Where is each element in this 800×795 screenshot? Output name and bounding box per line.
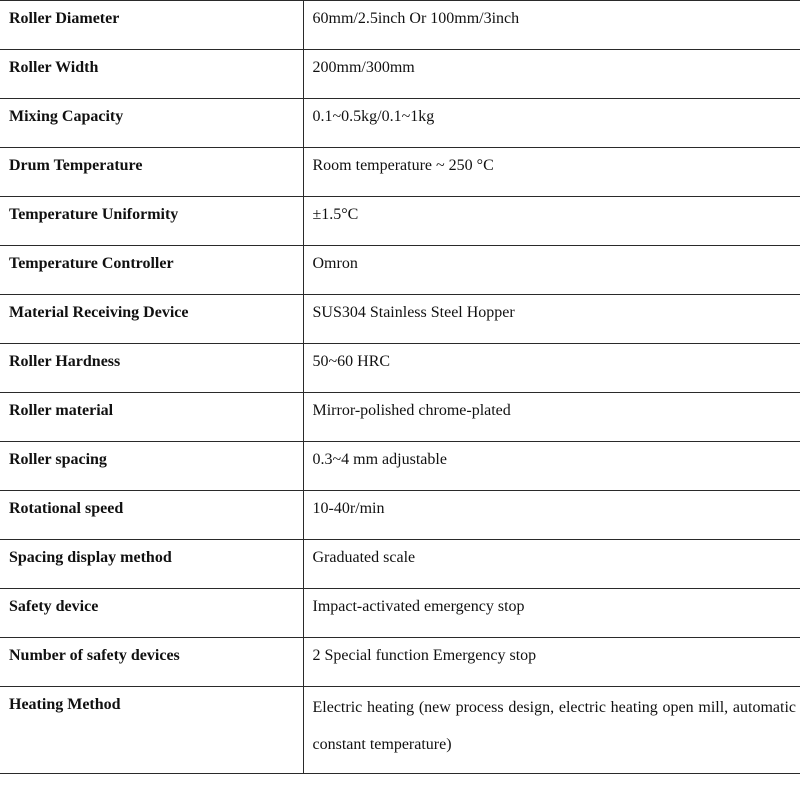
spec-label-roller-spacing: Roller spacing xyxy=(0,442,303,491)
spec-value-mixing-capacity: 0.1~0.5kg/0.1~1kg xyxy=(303,99,800,148)
spec-label-roller-width: Roller Width xyxy=(0,50,303,99)
spec-value-roller-spacing: 0.3~4 mm adjustable xyxy=(303,442,800,491)
spec-label-heating-method: Heating Method xyxy=(0,687,303,774)
spec-value-material-receiving-device: SUS304 Stainless Steel Hopper xyxy=(303,295,800,344)
spec-label-temperature-uniformity: Temperature Uniformity xyxy=(0,197,303,246)
table-row xyxy=(0,99,800,148)
spec-label-mixing-capacity: Mixing Capacity xyxy=(0,99,303,148)
spec-value-heating-method: Electric heating (new process design, electric heating open mill, automatic constant temperature) xyxy=(303,687,800,774)
table-row xyxy=(0,442,800,491)
spec-label-roller-hardness: Roller Hardness xyxy=(0,344,303,393)
table-row xyxy=(0,50,800,99)
spec-label-material-receiving-device: Material Receiving Device xyxy=(0,295,303,344)
spec-value-drum-temperature: Room temperature ~ 250 °C xyxy=(303,148,800,197)
spec-value-roller-hardness: 50~60 HRC xyxy=(303,344,800,393)
table-row xyxy=(0,197,800,246)
spec-value-roller-diameter: 60mm/2.5inch Or 100mm/3inch xyxy=(303,1,800,50)
spec-value-safety-device: Impact-activated emergency stop xyxy=(303,589,800,638)
spec-label-number-of-safety-devices: Number of safety devices xyxy=(0,638,303,687)
spec-value-roller-material: Mirror-polished chrome-plated xyxy=(303,393,800,442)
spec-label-safety-device: Safety device xyxy=(0,589,303,638)
table-row xyxy=(0,589,800,638)
spec-value-temperature-uniformity: ±1.5°C xyxy=(303,197,800,246)
spec-value-temperature-controller: Omron xyxy=(303,246,800,295)
table-row xyxy=(0,687,800,774)
spec-value-number-of-safety-devices: 2 Special function Emergency stop xyxy=(303,638,800,687)
spec-value-spacing-display-method: Graduated scale xyxy=(303,540,800,589)
spec-value-roller-width: 200mm/300mm xyxy=(303,50,800,99)
spec-label-roller-material: Roller material xyxy=(0,393,303,442)
table-row xyxy=(0,246,800,295)
spec-label-roller-diameter: Roller Diameter xyxy=(0,1,303,50)
table-row xyxy=(0,491,800,540)
table-row xyxy=(0,1,800,50)
spec-value-rotational-speed: 10-40r/min xyxy=(303,491,800,540)
table-row xyxy=(0,638,800,687)
table-row xyxy=(0,540,800,589)
table-row xyxy=(0,295,800,344)
spec-label-temperature-controller: Temperature Controller xyxy=(0,246,303,295)
spec-label-spacing-display-method: Spacing display method xyxy=(0,540,303,589)
table-row xyxy=(0,148,800,197)
spec-label-drum-temperature: Drum Temperature xyxy=(0,148,303,197)
table-row xyxy=(0,393,800,442)
table-row xyxy=(0,344,800,393)
spec-label-rotational-speed: Rotational speed xyxy=(0,491,303,540)
